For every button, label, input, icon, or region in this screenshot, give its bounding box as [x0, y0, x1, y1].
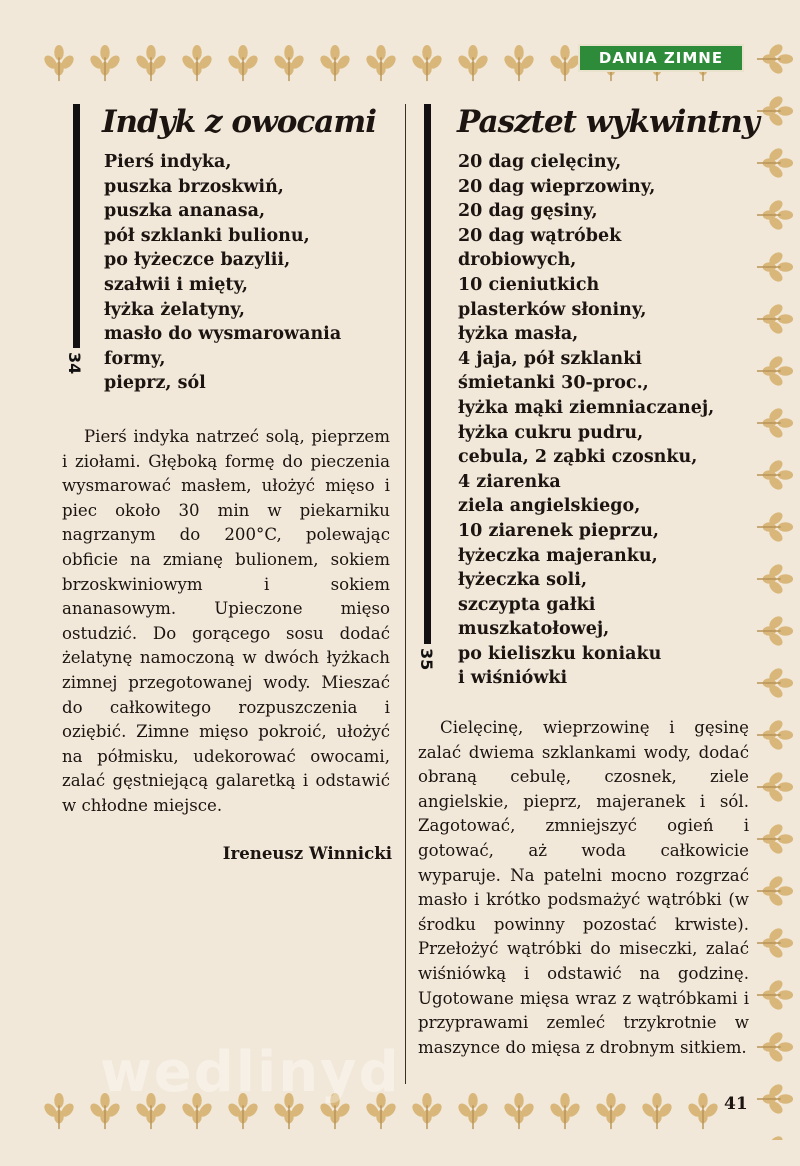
ingredient-item: 20 dag wieprzowiny,	[458, 176, 656, 197]
left-recipe-title: Indyk z owocami	[102, 104, 376, 140]
wheat-leaf-icon	[756, 1132, 794, 1140]
ingredient-item: formy,	[104, 348, 166, 369]
ingredient-item: łyżka żelatyny,	[104, 299, 246, 320]
ingredient-item: 4 jaja, pół szklanki	[458, 348, 642, 369]
ingredient-item: drobiowych,	[458, 250, 577, 271]
ingredient-item: po łyżeczce bazylii,	[104, 250, 291, 271]
wheat-leaf-icon	[756, 404, 794, 446]
ingredient-item: łyżka masła,	[458, 324, 579, 345]
ingredient-item: muszkatołowej,	[458, 619, 610, 640]
wheat-leaf-icon	[40, 1092, 78, 1134]
wheat-leaf-icon	[756, 872, 794, 914]
wheat-leaf-icon	[756, 1028, 794, 1070]
right-recipe-title: Pasztet wykwintny	[457, 104, 759, 140]
wheat-leaf-icon	[408, 44, 446, 86]
wheat-leaf-icon	[592, 1092, 630, 1134]
wheat-leaf-icon	[362, 44, 400, 86]
ingredient-item: 20 dag wątróbek	[458, 225, 622, 246]
wheat-leaf-icon	[178, 44, 216, 86]
ingredient-item: plasterków słoniny,	[458, 299, 647, 320]
wheat-leaf-icon	[756, 716, 794, 758]
wheat-leaf-icon	[132, 44, 170, 86]
watermark-text: wedlinyd	[100, 1040, 401, 1105]
left-recipe-bar	[73, 104, 80, 348]
wheat-leaf-icon	[454, 44, 492, 86]
wheat-leaf-icon	[224, 44, 262, 86]
section-badge: DANIA ZIMNE	[578, 44, 744, 72]
wheat-leaf-icon	[756, 1080, 794, 1122]
ingredient-item: łyżeczka soli,	[458, 570, 588, 591]
wheat-leaf-icon	[756, 768, 794, 810]
ingredient-item: 20 dag gęsiny,	[458, 201, 598, 222]
ingredient-item: 20 dag cielęciny,	[458, 152, 622, 172]
wheat-leaf-icon	[756, 144, 794, 186]
wheat-leaf-icon	[756, 924, 794, 966]
ingredient-item: ziela angielskiego,	[458, 496, 641, 517]
wheat-leaf-icon	[270, 44, 308, 86]
ingredient-item: śmietanki 30-proc.,	[458, 373, 649, 394]
ingredient-item: masło do wysmarowania	[104, 324, 342, 345]
wheat-leaf-icon	[500, 1092, 538, 1134]
wheat-leaf-icon	[756, 612, 794, 654]
page-number: 41	[724, 1094, 748, 1114]
wheat-leaf-icon	[546, 1092, 584, 1134]
ingredient-item: puszka brzoskwiń,	[104, 176, 284, 197]
wheat-leaf-icon	[500, 44, 538, 86]
wheat-leaf-icon	[756, 40, 794, 82]
ingredient-item: 4 ziarenka	[458, 471, 561, 492]
wheat-leaf-icon	[756, 508, 794, 550]
ingredient-item: szałwii i mięty,	[104, 274, 249, 295]
ingredient-item: pieprz, sól	[104, 373, 206, 394]
wheat-leaf-icon	[756, 300, 794, 342]
ingredient-item: Pierś indyka,	[104, 152, 232, 172]
right-recipe-number: 35	[417, 648, 436, 671]
right-recipe-instructions: Cielęcinę, wieprzowinę i gęsinę zalać dwiema szklankami wody, dodać obraną cebulę, czosnek, ziele angielskie, pieprz, majeranek i sól. Zagotować, zmniejszyć ogień i gotować, aż woda całkowicie wyparuje. Na patelni mocno rozgrzać masło i krótko podsmażyć wątróbki (w środku powinny pozostać krwiste). Przełożyć wątróbki do miseczki, zalać wiśniówką i odstawić na godzinę. Ugotowane mięsa wraz z wątróbkami i przyprawami zemleć trzykrotnie w maszynce do mięsa z drobnym sitkiem.	[418, 718, 749, 1057]
ingredient-item: po kieliszku koniaku	[458, 643, 662, 664]
wheat-leaf-icon	[408, 1092, 446, 1134]
left-recipe-instructions: Pierś indyka natrzeć solą, pieprzem i ziołami. Głęboką formę do pieczenia wysmarować masłem, ułożyć mięso i piec około 30 min w piekarniku nagrzanym do 200°C, polewając obficie na zmianę bulionem, sokiem brzoskwiniowym i sokiem ananasowym. Upieczone mięso ostudzić. Do gorącego sosu dodać żelatynę namoczoną w dwóch łyżkach zimnej przegotowanej wody. Mieszać do całkowitego rozpuszczenia i oziębić. Zimne mięso pokroić, ułożyć na półmisku, udekorować owocami, zalać gęstniejącą galaretką i odstawić w chłodne miejsce.	[62, 427, 390, 815]
ingredient-item: łyżka cukru pudru,	[458, 422, 644, 443]
right-leaf-border	[752, 40, 798, 1140]
wheat-leaf-icon	[638, 1092, 676, 1134]
right-recipe-bar	[424, 104, 431, 644]
wheat-leaf-icon	[756, 820, 794, 862]
author-name: Ireneusz Winnicki	[222, 843, 392, 863]
ingredient-item: puszka ananasa,	[104, 201, 266, 222]
left-recipe-number: 34	[65, 352, 84, 375]
ingredient-item: cebula, 2 ząbki czosnku,	[458, 447, 698, 468]
ingredient-item: 10 ziarenek pieprzu,	[458, 520, 660, 541]
ingredient-item: i wiśniówki	[458, 668, 568, 689]
wheat-leaf-icon	[756, 664, 794, 706]
wheat-leaf-icon	[316, 44, 354, 86]
ingredient-item: 10 cieniutkich	[458, 274, 600, 295]
wheat-leaf-icon	[756, 352, 794, 394]
wheat-leaf-icon	[40, 44, 78, 86]
wheat-leaf-icon	[756, 560, 794, 602]
wheat-leaf-icon	[86, 44, 124, 86]
column-divider	[405, 104, 406, 1084]
ingredient-item: pół szklanki bulionu,	[104, 225, 310, 246]
ingredient-item: szczypta gałki	[458, 594, 596, 615]
wheat-leaf-icon	[756, 92, 794, 134]
wheat-leaf-icon	[454, 1092, 492, 1134]
left-ingredient-list	[104, 150, 341, 396]
wheat-leaf-icon	[684, 1092, 722, 1134]
wheat-leaf-icon	[756, 248, 794, 290]
wheat-leaf-icon	[756, 456, 794, 498]
wheat-leaf-icon	[756, 976, 794, 1018]
wheat-leaf-icon	[756, 196, 794, 238]
ingredient-item: łyżeczka majeranku,	[458, 545, 658, 566]
ingredient-item: łyżka mąki ziemniaczanej,	[458, 397, 715, 418]
right-ingredient-list	[458, 150, 714, 691]
